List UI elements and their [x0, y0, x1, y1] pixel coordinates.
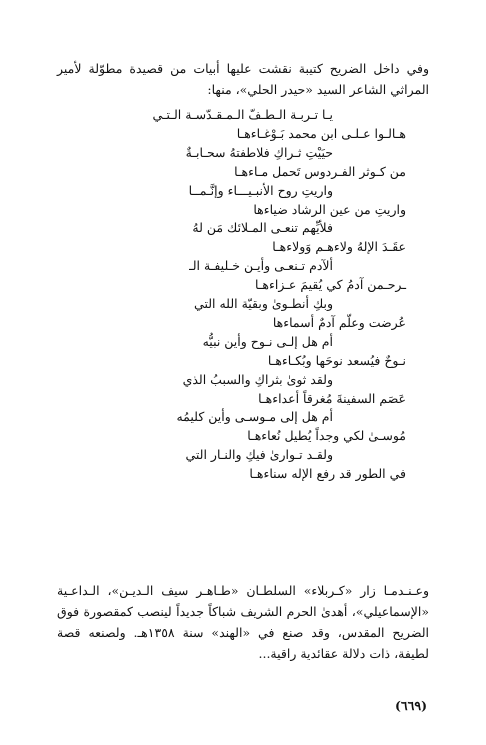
verse-second-hemistich: ـرحـمن آدمُ كي يُقيمَ عـزاءهـا [254, 277, 406, 293]
verse-second-hemistich: عُرضت وعلّم آدمٌ أسماءها [272, 314, 406, 330]
verse-first-hemistich: ولقـد تـوارىٰ فيكِ والنـار التي [185, 447, 333, 463]
verse-second-hemistich: عقَـدَ الإلهُ ولاءهـم وَولاءهـا [272, 239, 406, 255]
verse-first-hemistich: ألآدم تـنعـى وأيـن خـليفـة الـ [189, 258, 333, 274]
verse-second-hemistich: من كـوثر الفـردوس تَحمل مـاءهـا [234, 163, 406, 179]
verse-first-hemistich: فلأيِّهم تنعـى المـلائك مَن لهُ [192, 220, 333, 236]
verse-first-hemistich: حيَيْتِ ثـراكِ فلاطفتهُ سحـابـةٌ [185, 144, 333, 160]
verse-second-hemistich: مُوسـىٰ لكي وجداً يُطيل نُعاءهـا [247, 428, 406, 444]
verse-second-hemistich: هـالـوا عـلـى ابن محمد بَـوْغـاءهـا [236, 125, 406, 141]
verse-first-hemistich: يـا تـربـة الـطـفّ الـمـقـدّسـة الـتـي [152, 107, 333, 122]
verse-first-hemistich: وبكِ أنطـوىٰ وبقيّة الله التي [194, 296, 333, 311]
verse-first-hemistich: أم هل إلـى نـوح وأين نبيُّه [202, 333, 333, 349]
verse-first-hemistich: ولقد ثوىٰ بثراكِ والسببُ الذي [182, 371, 333, 387]
closing-paragraph: وعـنـدمـا زار «كـربلاء» السلطـان «طـاهـر سيف الـديـن»، الـداعـية «الإسماعيلي»، أهدىٰ الحرم الشريف شباكاً جديداً لينصب كمقصورة فوق الضريح المقدس، وقد صنع في «الهند» سنة ١٣٥٨هـ. ولصنعه قصة لطيفة، ذات دلالة عقائدية راقية... [57, 583, 429, 661]
intro-paragraph: وفي داخل الضريح كتيبة نقشت عليها أبيات من قصيدة مطوّلة لأمير المراثي الشاعر السيد «حيدر الحلي»، منها: [57, 61, 429, 97]
verse-second-hemistich: نـوحٌ فيُسعد نوحَها وبُكـاءهـا [267, 352, 406, 368]
verse-second-hemistich: واريتِ من عين الرشاد ضياءها [253, 201, 406, 217]
page-number: (٦٦٩) [395, 698, 427, 713]
verse-second-hemistich: عَصَم السفينةَ مُغرقاً أعداءهـا [258, 390, 406, 406]
verse-first-hemistich: أم هل إلى مـوسـى وأين كليمُه [176, 409, 333, 425]
verse-second-hemistich: في الطور قد رفع الإله سناءهـا [249, 466, 406, 482]
verse-first-hemistich: واريتِ روح الأنبـيـــاء وإنَّـمــا [188, 182, 333, 198]
